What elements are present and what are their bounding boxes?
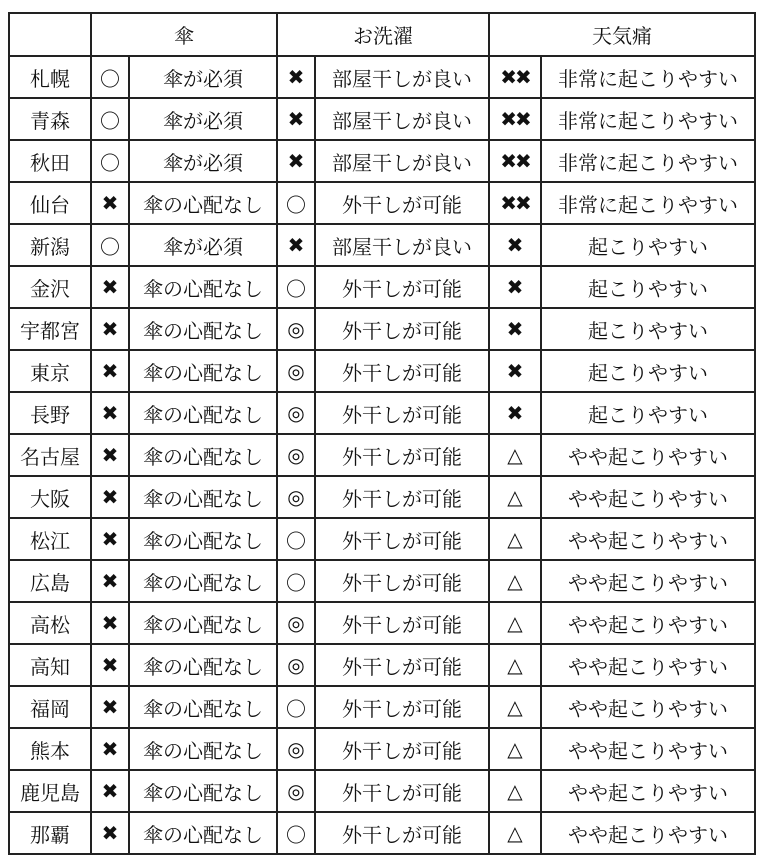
laundry-text-cell: 部屋干しが良い (315, 140, 489, 182)
table-row (9, 56, 755, 98)
umbrella-text-cell: 傘の心配なし (129, 266, 277, 308)
header-laundry: お洗濯 (277, 13, 489, 56)
umbrella-text-cell: 傘の心配なし (129, 350, 277, 392)
table-row (9, 266, 755, 308)
laundry-text-cell: 外干しが可能 (315, 770, 489, 812)
laundry-symbol-circle-mark: 〇 (277, 518, 315, 560)
headache-symbol-double-cross-mark: ✖✖ (489, 56, 541, 98)
headache-text-cell: 起こりやすい (541, 224, 755, 266)
umbrella-text-cell: 傘の心配なし (129, 770, 277, 812)
headache-symbol-cross-mark: ✖ (489, 308, 541, 350)
umbrella-text-cell: 傘が必須 (129, 224, 277, 266)
laundry-symbol-double-circle-mark: ◎ (277, 350, 315, 392)
header-row (9, 13, 755, 56)
laundry-text-cell: 外干しが可能 (315, 476, 489, 518)
umbrella-text-cell: 傘の心配なし (129, 602, 277, 644)
headache-text-cell: やや起こりやすい (541, 644, 755, 686)
headache-text-cell: 起こりやすい (541, 350, 755, 392)
headache-text-cell: やや起こりやすい (541, 728, 755, 770)
laundry-text-cell: 外干しが可能 (315, 644, 489, 686)
headache-symbol-triangle-mark: △ (489, 812, 541, 854)
header-corner (9, 13, 91, 56)
umbrella-symbol-cross-mark: ✖ (91, 728, 129, 770)
umbrella-text-cell: 傘の心配なし (129, 392, 277, 434)
umbrella-symbol-circle-mark: 〇 (91, 140, 129, 182)
laundry-symbol-double-circle-mark: ◎ (277, 392, 315, 434)
table-row (9, 476, 755, 518)
umbrella-symbol-cross-mark: ✖ (91, 644, 129, 686)
umbrella-symbol-cross-mark: ✖ (91, 182, 129, 224)
headache-text-cell: やや起こりやすい (541, 686, 755, 728)
table-row (9, 812, 755, 854)
city-cell: 熊本 (9, 728, 91, 770)
laundry-text-cell: 外干しが可能 (315, 686, 489, 728)
headache-text-cell: 非常に起こりやすい (541, 56, 755, 98)
weather-forecast-table (8, 12, 756, 855)
laundry-symbol-cross-mark: ✖ (277, 56, 315, 98)
laundry-text-cell: 外干しが可能 (315, 266, 489, 308)
city-cell: 長野 (9, 392, 91, 434)
table-row (9, 392, 755, 434)
table-row (9, 518, 755, 560)
headache-symbol-double-cross-mark: ✖✖ (489, 98, 541, 140)
headache-symbol-double-cross-mark: ✖✖ (489, 182, 541, 224)
table-row (9, 98, 755, 140)
table-row (9, 686, 755, 728)
headache-symbol-triangle-mark: △ (489, 518, 541, 560)
umbrella-text-cell: 傘の心配なし (129, 518, 277, 560)
umbrella-symbol-circle-mark: 〇 (91, 98, 129, 140)
headache-text-cell: やや起こりやすい (541, 434, 755, 476)
umbrella-symbol-cross-mark: ✖ (91, 602, 129, 644)
umbrella-text-cell: 傘の心配なし (129, 560, 277, 602)
laundry-symbol-circle-mark: 〇 (277, 266, 315, 308)
umbrella-symbol-cross-mark: ✖ (91, 476, 129, 518)
table-row (9, 140, 755, 182)
headache-symbol-triangle-mark: △ (489, 686, 541, 728)
city-cell: 名古屋 (9, 434, 91, 476)
city-cell: 青森 (9, 98, 91, 140)
table-row (9, 224, 755, 266)
umbrella-symbol-circle-mark: 〇 (91, 56, 129, 98)
laundry-symbol-double-circle-mark: ◎ (277, 434, 315, 476)
umbrella-symbol-cross-mark: ✖ (91, 812, 129, 854)
headache-symbol-cross-mark: ✖ (489, 392, 541, 434)
laundry-text-cell: 外干しが可能 (315, 518, 489, 560)
umbrella-text-cell: 傘の心配なし (129, 686, 277, 728)
city-cell: 那覇 (9, 812, 91, 854)
laundry-text-cell: 外干しが可能 (315, 812, 489, 854)
laundry-symbol-cross-mark: ✖ (277, 98, 315, 140)
headache-symbol-triangle-mark: △ (489, 602, 541, 644)
city-cell: 東京 (9, 350, 91, 392)
headache-symbol-triangle-mark: △ (489, 560, 541, 602)
umbrella-text-cell: 傘の心配なし (129, 434, 277, 476)
headache-text-cell: やや起こりやすい (541, 812, 755, 854)
table-row (9, 602, 755, 644)
headache-text-cell: やや起こりやすい (541, 770, 755, 812)
headache-symbol-double-cross-mark: ✖✖ (489, 140, 541, 182)
umbrella-text-cell: 傘の心配なし (129, 308, 277, 350)
laundry-text-cell: 部屋干しが良い (315, 56, 489, 98)
laundry-text-cell: 外干しが可能 (315, 560, 489, 602)
laundry-text-cell: 外干しが可能 (315, 728, 489, 770)
umbrella-text-cell: 傘の心配なし (129, 476, 277, 518)
laundry-symbol-circle-mark: 〇 (277, 686, 315, 728)
umbrella-symbol-circle-mark: 〇 (91, 224, 129, 266)
laundry-symbol-double-circle-mark: ◎ (277, 476, 315, 518)
city-cell: 札幌 (9, 56, 91, 98)
umbrella-symbol-cross-mark: ✖ (91, 392, 129, 434)
city-cell: 新潟 (9, 224, 91, 266)
umbrella-text-cell: 傘の心配なし (129, 728, 277, 770)
headache-symbol-cross-mark: ✖ (489, 224, 541, 266)
umbrella-text-cell: 傘が必須 (129, 98, 277, 140)
umbrella-text-cell: 傘の心配なし (129, 182, 277, 224)
headache-symbol-triangle-mark: △ (489, 770, 541, 812)
city-cell: 松江 (9, 518, 91, 560)
headache-symbol-triangle-mark: △ (489, 434, 541, 476)
city-cell: 金沢 (9, 266, 91, 308)
laundry-symbol-double-circle-mark: ◎ (277, 308, 315, 350)
table-row (9, 350, 755, 392)
umbrella-symbol-cross-mark: ✖ (91, 350, 129, 392)
headache-text-cell: 起こりやすい (541, 266, 755, 308)
umbrella-text-cell: 傘が必須 (129, 56, 277, 98)
laundry-text-cell: 外干しが可能 (315, 392, 489, 434)
laundry-text-cell: 外干しが可能 (315, 182, 489, 224)
headache-symbol-triangle-mark: △ (489, 644, 541, 686)
headache-text-cell: 非常に起こりやすい (541, 98, 755, 140)
laundry-symbol-double-circle-mark: ◎ (277, 728, 315, 770)
laundry-symbol-double-circle-mark: ◎ (277, 770, 315, 812)
laundry-symbol-circle-mark: 〇 (277, 182, 315, 224)
laundry-symbol-cross-mark: ✖ (277, 224, 315, 266)
umbrella-text-cell: 傘が必須 (129, 140, 277, 182)
laundry-symbol-cross-mark: ✖ (277, 140, 315, 182)
city-cell: 広島 (9, 560, 91, 602)
laundry-text-cell: 外干しが可能 (315, 602, 489, 644)
table-body (9, 56, 755, 854)
headache-text-cell: やや起こりやすい (541, 560, 755, 602)
headache-symbol-cross-mark: ✖ (489, 266, 541, 308)
headache-text-cell: 非常に起こりやすい (541, 140, 755, 182)
headache-text-cell: 非常に起こりやすい (541, 182, 755, 224)
umbrella-text-cell: 傘の心配なし (129, 644, 277, 686)
headache-text-cell: 起こりやすい (541, 308, 755, 350)
laundry-symbol-circle-mark: 〇 (277, 812, 315, 854)
umbrella-symbol-cross-mark: ✖ (91, 560, 129, 602)
city-cell: 仙台 (9, 182, 91, 224)
laundry-symbol-double-circle-mark: ◎ (277, 644, 315, 686)
headache-symbol-triangle-mark: △ (489, 476, 541, 518)
table-row (9, 770, 755, 812)
laundry-symbol-circle-mark: 〇 (277, 560, 315, 602)
city-cell: 福岡 (9, 686, 91, 728)
table-row (9, 434, 755, 476)
table-row (9, 182, 755, 224)
table-row (9, 560, 755, 602)
umbrella-text-cell: 傘の心配なし (129, 812, 277, 854)
headache-text-cell: 起こりやすい (541, 392, 755, 434)
umbrella-symbol-cross-mark: ✖ (91, 686, 129, 728)
headache-symbol-triangle-mark: △ (489, 728, 541, 770)
table-row (9, 308, 755, 350)
header-headache: 天気痛 (489, 13, 755, 56)
city-cell: 高松 (9, 602, 91, 644)
headache-text-cell: やや起こりやすい (541, 518, 755, 560)
table-row (9, 644, 755, 686)
headache-symbol-cross-mark: ✖ (489, 350, 541, 392)
city-cell: 鹿児島 (9, 770, 91, 812)
laundry-text-cell: 外干しが可能 (315, 434, 489, 476)
city-cell: 大阪 (9, 476, 91, 518)
umbrella-symbol-cross-mark: ✖ (91, 770, 129, 812)
umbrella-symbol-cross-mark: ✖ (91, 434, 129, 476)
umbrella-symbol-cross-mark: ✖ (91, 308, 129, 350)
laundry-text-cell: 部屋干しが良い (315, 224, 489, 266)
city-cell: 秋田 (9, 140, 91, 182)
table-row (9, 728, 755, 770)
laundry-symbol-double-circle-mark: ◎ (277, 602, 315, 644)
laundry-text-cell: 部屋干しが良い (315, 98, 489, 140)
header-umbrella: 傘 (91, 13, 277, 56)
umbrella-symbol-cross-mark: ✖ (91, 518, 129, 560)
umbrella-symbol-cross-mark: ✖ (91, 266, 129, 308)
headache-text-cell: やや起こりやすい (541, 476, 755, 518)
laundry-text-cell: 外干しが可能 (315, 350, 489, 392)
headache-text-cell: やや起こりやすい (541, 602, 755, 644)
city-cell: 高知 (9, 644, 91, 686)
city-cell: 宇都宮 (9, 308, 91, 350)
laundry-text-cell: 外干しが可能 (315, 308, 489, 350)
